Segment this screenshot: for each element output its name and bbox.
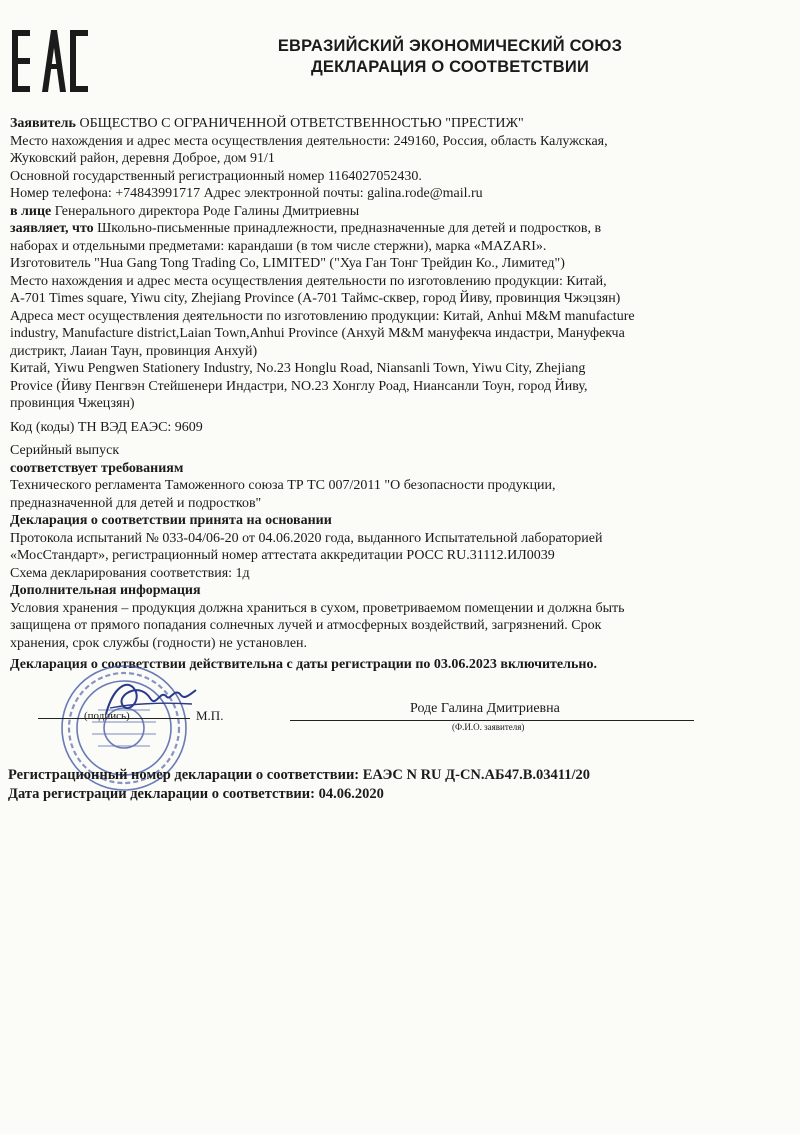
manufacturer-address-2: A-701 Times square, Yiwu city, Zhejiang Province (А-701 Таймс-сквер, город Йиву, провинция Чжэцзян) xyxy=(10,291,621,306)
production-site-2-line-3: провинция Чжецзян) xyxy=(10,396,135,411)
additional-label: Дополнительная информация xyxy=(10,583,201,598)
serial-release: Серийный выпуск xyxy=(10,443,120,458)
additional-line-1: Условия хранения – продукция должна храниться в сухом, проветриваемом помещении и должна быть xyxy=(10,600,625,616)
production-site-2-line-1: Китай, Yiwu Pengwen Stationery Industry, No.23 Honglu Road, Niansanli Town, Yiwu City, Zhejiang xyxy=(10,361,586,376)
production-site-1-line-3: дистрикт, Лаиан Таун, провинция Анхуй) xyxy=(10,343,258,359)
basis-line-1: Протокола испытаний № 033-04/06-20 от 04.06.2020 года, выданного Испытательной лабораторией xyxy=(10,530,603,546)
applicant-line xyxy=(10,115,792,133)
production-site-2-line-2: Provice (Йиву Пенгвэн Стейшенери Индастри, NO.23 Хонглу Роад, Ниансанли Тоун, город Йиву, xyxy=(10,378,588,394)
signature-caption: (подпись) xyxy=(84,710,130,722)
additional-line-2: защищена от прямого попадания солнечных лучей и атмосферных воздействий, загрязнений. Срок xyxy=(10,618,602,633)
applicant-full-name: Роде Галина Дмитриевна xyxy=(410,701,560,716)
conforms-label: соответствует требованиям xyxy=(10,460,184,476)
conforms-line-2: предназначенной для детей и подростков" xyxy=(10,495,262,511)
declaration-body xyxy=(10,115,792,674)
basis-label: Декларация о соответствии принята на основании xyxy=(10,513,332,528)
title-union: ЕВРАЗИЙСКИЙ ЭКОНОМИЧЕСКИЙ СОЮЗ xyxy=(277,37,623,55)
eac-logo xyxy=(12,30,88,92)
additional-line-3: хранения, срок службы (годности) не установлен. xyxy=(10,635,308,651)
production-site-1-line-1: Адреса мест осуществления деятельности по изготовлению продукции: Китай, Anhui M&M manufacture xyxy=(10,308,635,324)
registration-block xyxy=(8,766,798,804)
name-caption: (Ф.И.О. заявителя) xyxy=(452,722,525,732)
tn-ved-code: Код (коды) ТН ВЭД ЕАЭС: 9609 xyxy=(10,419,203,435)
declares-line-1 xyxy=(10,220,792,238)
seal-place-label: М.П. xyxy=(196,708,224,723)
document-title xyxy=(180,36,720,78)
applicant-name: ОБЩЕСТВО С ОГРАНИЧЕННОЙ ОТВЕТСТВЕННОСТЬЮ "ПРЕСТИЖ" xyxy=(75,116,524,131)
applicant-address-2: Жуковский район, деревня Доброе, дом 91/1 xyxy=(10,151,275,166)
applicant-contacts: Номер телефона: +74843991717 Адрес электронной почты: galina.rode@mail.ru xyxy=(10,186,483,201)
basis-line-2: «МосСтандарт», регистрационный номер аттестата аккредитации РОСС RU.31112.ИЛ0039 xyxy=(10,548,555,563)
applicant-address-1: Место нахождения и адрес места осуществления деятельности: 249160, Россия, область Калужская, xyxy=(10,133,608,149)
title-declaration: ДЕКЛАРАЦИЯ О СООТВЕТСТВИИ xyxy=(310,58,590,76)
conforms-line-1: Технического регламента Таможенного союза ТР ТС 007/2011 "О безопасности продукции, xyxy=(10,478,556,493)
registration-date: Дата регистрации декларации о соответствии: 04.06.2020 xyxy=(8,786,384,802)
validity-statement: Декларация о соответствии действительна с даты регистрации по 03.06.2023 включительно. xyxy=(10,657,597,672)
registration-number: Регистрационный номер декларации о соответствии: ЕАЭС N RU Д-CN.АБ47.В.03411/20 xyxy=(8,767,590,783)
person-name: Генерального директора Роде Галины Дмитриевны xyxy=(51,203,360,219)
applicant-ogrn: Основной государственный регистрационный номер 1164027052430. xyxy=(10,168,422,184)
declares-label: заявляет, что xyxy=(10,221,94,236)
declares-text: Школьно-письменные принадлежности, предназначенные для детей и подростков, в xyxy=(93,221,602,236)
manufacturer-address-1: Место нахождения и адрес места осуществления деятельности по изготовлению продукции: Китай, xyxy=(10,273,607,289)
name-line xyxy=(290,720,694,721)
applicant-label: Заявитель xyxy=(10,116,76,131)
declares-line-2: наборах и отдельными предметами: карандаши (в том числе стержни), марка «MAZARI». xyxy=(10,238,547,254)
person-line xyxy=(10,203,792,221)
production-site-1-line-2: industry, Manufacture district,Laian Town,Anhui Province (Анхуй М&М мануфекча индастри, Мануфекча xyxy=(10,326,625,341)
manufacturer-name: Изготовитель "Hua Gang Tong Trading Co, LIMITED" ("Хуа Ган Тонг Трейдин Ко., Лимитед") xyxy=(10,256,565,271)
declaration-scheme: Схема декларирования соответствия: 1д xyxy=(10,565,250,581)
person-label: в лице xyxy=(10,203,52,219)
signature-row xyxy=(0,690,800,740)
